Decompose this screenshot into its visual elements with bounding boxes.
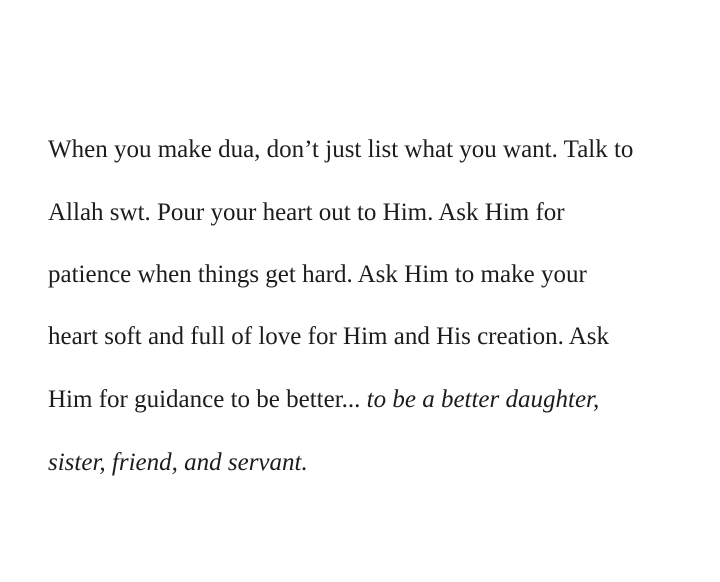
quote-line-1: When you make dua, don’t just list what you want. Talk to (48, 136, 634, 163)
quote-line-5 (48, 385, 599, 415)
quote-line-4: heart soft and full of love for Him and His creation. Ask (48, 323, 609, 350)
quote-line-3: patience when things get hard. Ask Him to make your (48, 261, 587, 288)
quote-line-2: Allah swt. Pour your heart out to Him. Ask Him for (48, 199, 565, 226)
quote-line-5-plain: Him for guidance to be better... (48, 386, 367, 413)
quote-line-5-italic: to be a better daughter, (366, 386, 600, 413)
quote-line-6-italic: sister, friend, and servant. (48, 449, 308, 476)
quote-line-6 (48, 448, 308, 478)
